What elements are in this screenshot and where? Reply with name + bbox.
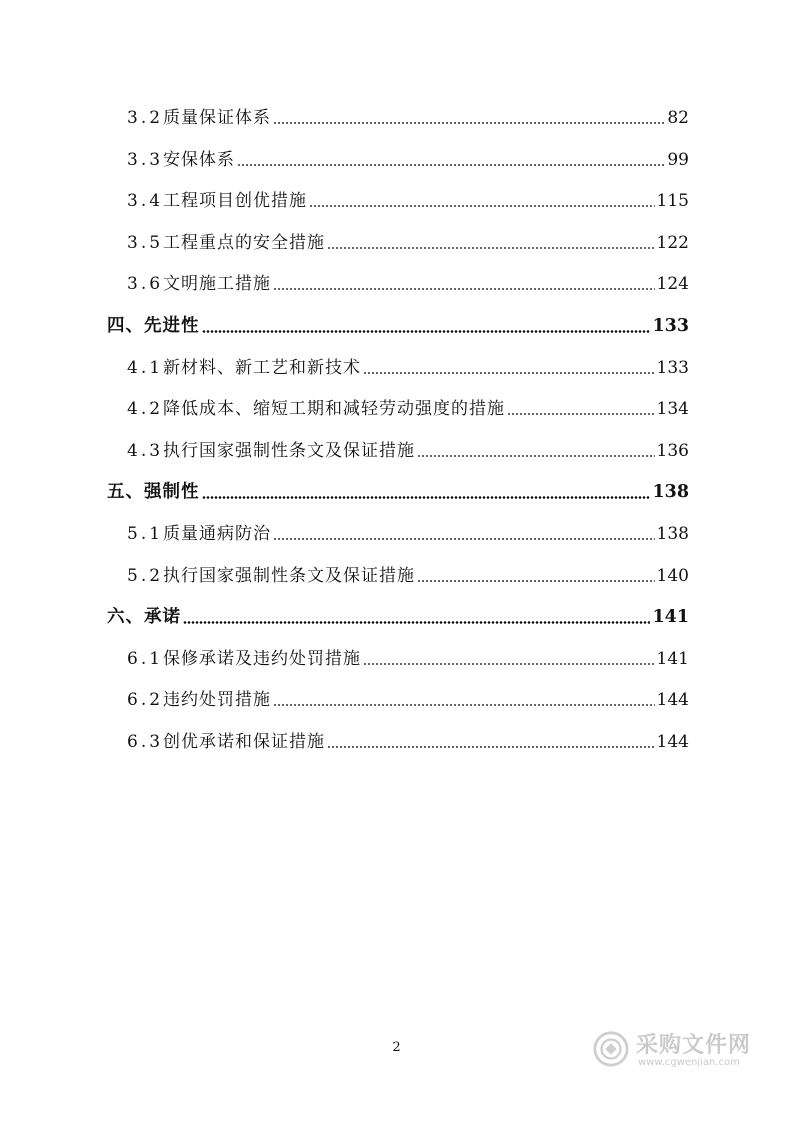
dot-leader bbox=[417, 580, 655, 582]
toc-entry-page: 133 bbox=[656, 358, 689, 378]
toc-chapter-entry[interactable] bbox=[107, 314, 689, 338]
dot-leader bbox=[327, 746, 655, 748]
toc-entry-title: 六、承诺 bbox=[107, 607, 181, 627]
toc-chapter-entry[interactable] bbox=[107, 605, 689, 629]
toc-entry-number: 3.6 bbox=[127, 274, 164, 294]
toc-entry-title: 四、先进性 bbox=[107, 316, 200, 336]
toc-entry-title: 执行国家强制性条文及保证措施 bbox=[163, 441, 416, 461]
toc-entry-page: 134 bbox=[656, 399, 689, 419]
toc-entry-number: 3.4 bbox=[127, 191, 164, 211]
toc-entry-title: 工程项目创优措施 bbox=[163, 191, 308, 211]
toc-entry-title: 降低成本、缩短工期和减轻劳动强度的措施 bbox=[163, 399, 506, 419]
toc-entry-title: 安保体系 bbox=[163, 150, 236, 170]
toc-entry-number: 3.3 bbox=[127, 150, 164, 170]
toc-entry[interactable] bbox=[127, 356, 689, 380]
toc-entry[interactable] bbox=[127, 564, 689, 588]
toc-entry[interactable] bbox=[127, 148, 689, 172]
toc-entry-number: 4.3 bbox=[127, 441, 164, 461]
cgwenjian-logo-icon bbox=[592, 1030, 630, 1068]
toc-entry-page: 144 bbox=[656, 690, 689, 710]
toc-entry-number: 5.2 bbox=[127, 566, 164, 586]
toc-entry-page: 140 bbox=[656, 566, 689, 586]
toc-entry-number: 3.2 bbox=[127, 108, 164, 128]
watermark-text: 采购文件网 bbox=[636, 1033, 752, 1058]
toc-entry-number: 6.1 bbox=[127, 649, 164, 669]
toc-entry-page: 141 bbox=[656, 649, 689, 669]
toc-entry-page: 136 bbox=[656, 441, 689, 461]
dot-leader bbox=[417, 455, 655, 457]
toc-entry-title: 创优承诺和保证措施 bbox=[163, 732, 326, 752]
dot-leader bbox=[202, 330, 651, 333]
dot-leader bbox=[327, 247, 655, 249]
toc-entry-title: 质量通病防治 bbox=[163, 524, 272, 544]
toc-entry-title: 工程重点的安全措施 bbox=[163, 233, 326, 253]
toc-entry-page: 82 bbox=[667, 108, 689, 128]
toc-entry-number: 6.2 bbox=[127, 690, 164, 710]
toc-entry-page: 133 bbox=[652, 316, 689, 336]
toc-entry-title: 执行国家强制性条文及保证措施 bbox=[163, 566, 416, 586]
dot-leader bbox=[273, 288, 655, 290]
toc-entry-page: 144 bbox=[656, 732, 689, 752]
toc-entry[interactable] bbox=[127, 397, 689, 421]
toc-entry[interactable] bbox=[127, 522, 689, 546]
toc-entry-number: 5.1 bbox=[127, 524, 164, 544]
dot-leader bbox=[507, 413, 655, 415]
toc-entry[interactable] bbox=[127, 272, 689, 296]
page-number: 2 bbox=[392, 1040, 401, 1055]
toc-entry-title: 新材料、新工艺和新技术 bbox=[163, 358, 362, 378]
toc-entry-number: 3.5 bbox=[127, 233, 164, 253]
watermark-url: www.cgwenjian.com bbox=[638, 1057, 740, 1068]
dot-leader bbox=[363, 372, 655, 374]
toc-entry[interactable] bbox=[127, 189, 689, 213]
toc-entry-page: 99 bbox=[667, 150, 689, 170]
toc-entry-page: 138 bbox=[656, 524, 689, 544]
dot-leader bbox=[273, 538, 655, 540]
dot-leader bbox=[183, 621, 650, 624]
toc-entry-title: 违约处罚措施 bbox=[163, 690, 272, 710]
toc-entry[interactable] bbox=[127, 688, 689, 712]
toc-entry-title: 质量保证体系 bbox=[163, 108, 272, 128]
dot-leader bbox=[202, 496, 651, 499]
toc-entry-number: 6.3 bbox=[127, 732, 164, 752]
toc-entry[interactable] bbox=[127, 730, 689, 754]
toc-entry-page: 115 bbox=[656, 191, 689, 211]
toc-entry-title: 五、强制性 bbox=[107, 482, 200, 502]
toc-entry-page: 138 bbox=[652, 482, 689, 502]
dot-leader bbox=[273, 122, 665, 124]
toc-entry-page: 141 bbox=[652, 607, 689, 627]
dot-leader bbox=[237, 164, 665, 166]
toc-chapter-entry[interactable] bbox=[107, 480, 689, 504]
toc-entry[interactable] bbox=[127, 231, 689, 255]
toc-entry[interactable] bbox=[127, 439, 689, 463]
toc-entry[interactable] bbox=[127, 106, 689, 130]
dot-leader bbox=[273, 704, 655, 706]
toc-entry-page: 124 bbox=[656, 274, 689, 294]
watermark bbox=[592, 1026, 762, 1076]
dot-leader bbox=[363, 663, 655, 665]
toc-entry-number: 4.2 bbox=[127, 399, 164, 419]
toc-entry-page: 122 bbox=[656, 233, 689, 253]
toc-entry-title: 文明施工措施 bbox=[163, 274, 272, 294]
toc-entry-number: 4.1 bbox=[127, 358, 164, 378]
dot-leader bbox=[309, 205, 655, 207]
toc-entry-title: 保修承诺及违约处罚措施 bbox=[163, 649, 362, 669]
toc-entry[interactable] bbox=[127, 647, 689, 671]
